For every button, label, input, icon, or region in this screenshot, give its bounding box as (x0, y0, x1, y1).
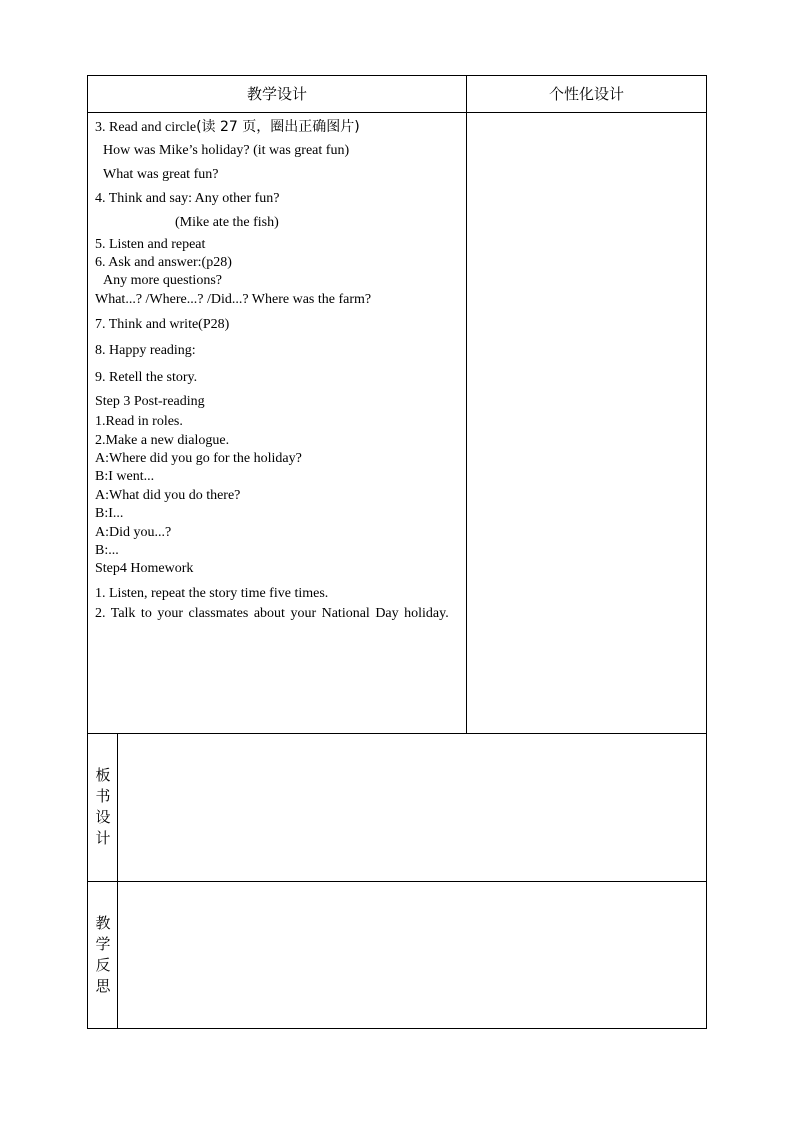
board-design-area (118, 734, 706, 881)
step-retell-story: 9. Retell the story. (95, 370, 198, 385)
personalized-design-area (467, 113, 706, 733)
dialogue-line-a1: A:Where did you go for the holiday? (95, 451, 302, 466)
homework-item-2: 2. Talk to your classmates about your National Day holiday. (95, 606, 449, 621)
table-left-border (87, 75, 88, 1029)
answer-mike-ate-fish: (Mike ate the fish) (175, 215, 279, 230)
board-design-char-1: 板 (95, 766, 111, 784)
question-mike-holiday: How was Mike’s holiday? (it was great fun) (103, 143, 350, 158)
board-design-char-2: 书 (95, 787, 111, 805)
step-4-homework: Step4 Homework (95, 561, 194, 576)
step-listen-and-repeat: 5. Listen and repeat (95, 237, 206, 252)
dialogue-line-b3: B:... (95, 543, 119, 558)
prompt-question-words: What...? /Where...? /Did...? Where was the farm? (95, 292, 372, 307)
board-design-label (88, 765, 118, 849)
step-think-and-write: 7. Think and write(P28) (95, 317, 230, 332)
table-right-border (706, 75, 707, 1029)
prompt-more-questions: Any more questions? (103, 273, 222, 288)
step-read-and-circle-text: 3. Read and circle (95, 120, 197, 135)
reflection-char-2: 学 (95, 935, 111, 953)
step-read-and-circle-note: (读 27 页，圈出正确图片) (196, 119, 360, 135)
board-design-char-4: 计 (95, 829, 111, 847)
header-teaching-design: 教学设计 (246, 85, 307, 103)
dialogue-line-b2: B:I... (95, 506, 124, 521)
board-design-char-3: 设 (95, 808, 111, 826)
reflection-char-4: 思 (95, 977, 111, 995)
question-great-fun: What was great fun? (103, 167, 219, 182)
reflection-char-1: 教 (95, 914, 111, 932)
activity-read-in-roles: 1.Read in roles. (95, 414, 183, 429)
header-personalized-design: 个性化设计 (548, 85, 624, 103)
table-bottom-border (87, 1028, 707, 1029)
homework-item-1: 1. Listen, repeat the story time five times. (95, 586, 329, 601)
reflection-label (88, 913, 118, 997)
dialogue-line-b1: B:I went... (95, 469, 155, 484)
activity-make-dialogue: 2.Make a new dialogue. (95, 433, 230, 448)
step-read-and-circle (95, 118, 360, 137)
dialogue-line-a3: A:Did you...? (95, 525, 172, 540)
reflection-area (118, 882, 706, 1028)
step-think-and-say: 4. Think and say: Any other fun? (95, 191, 280, 206)
step-ask-and-answer: 6. Ask and answer:(p28) (95, 255, 232, 270)
dialogue-line-a2: A:What did you do there? (95, 488, 241, 503)
step-3-post-reading: Step 3 Post-reading (95, 394, 205, 409)
step-happy-reading: 8. Happy reading: (95, 343, 196, 358)
reflection-char-3: 反 (95, 956, 111, 974)
